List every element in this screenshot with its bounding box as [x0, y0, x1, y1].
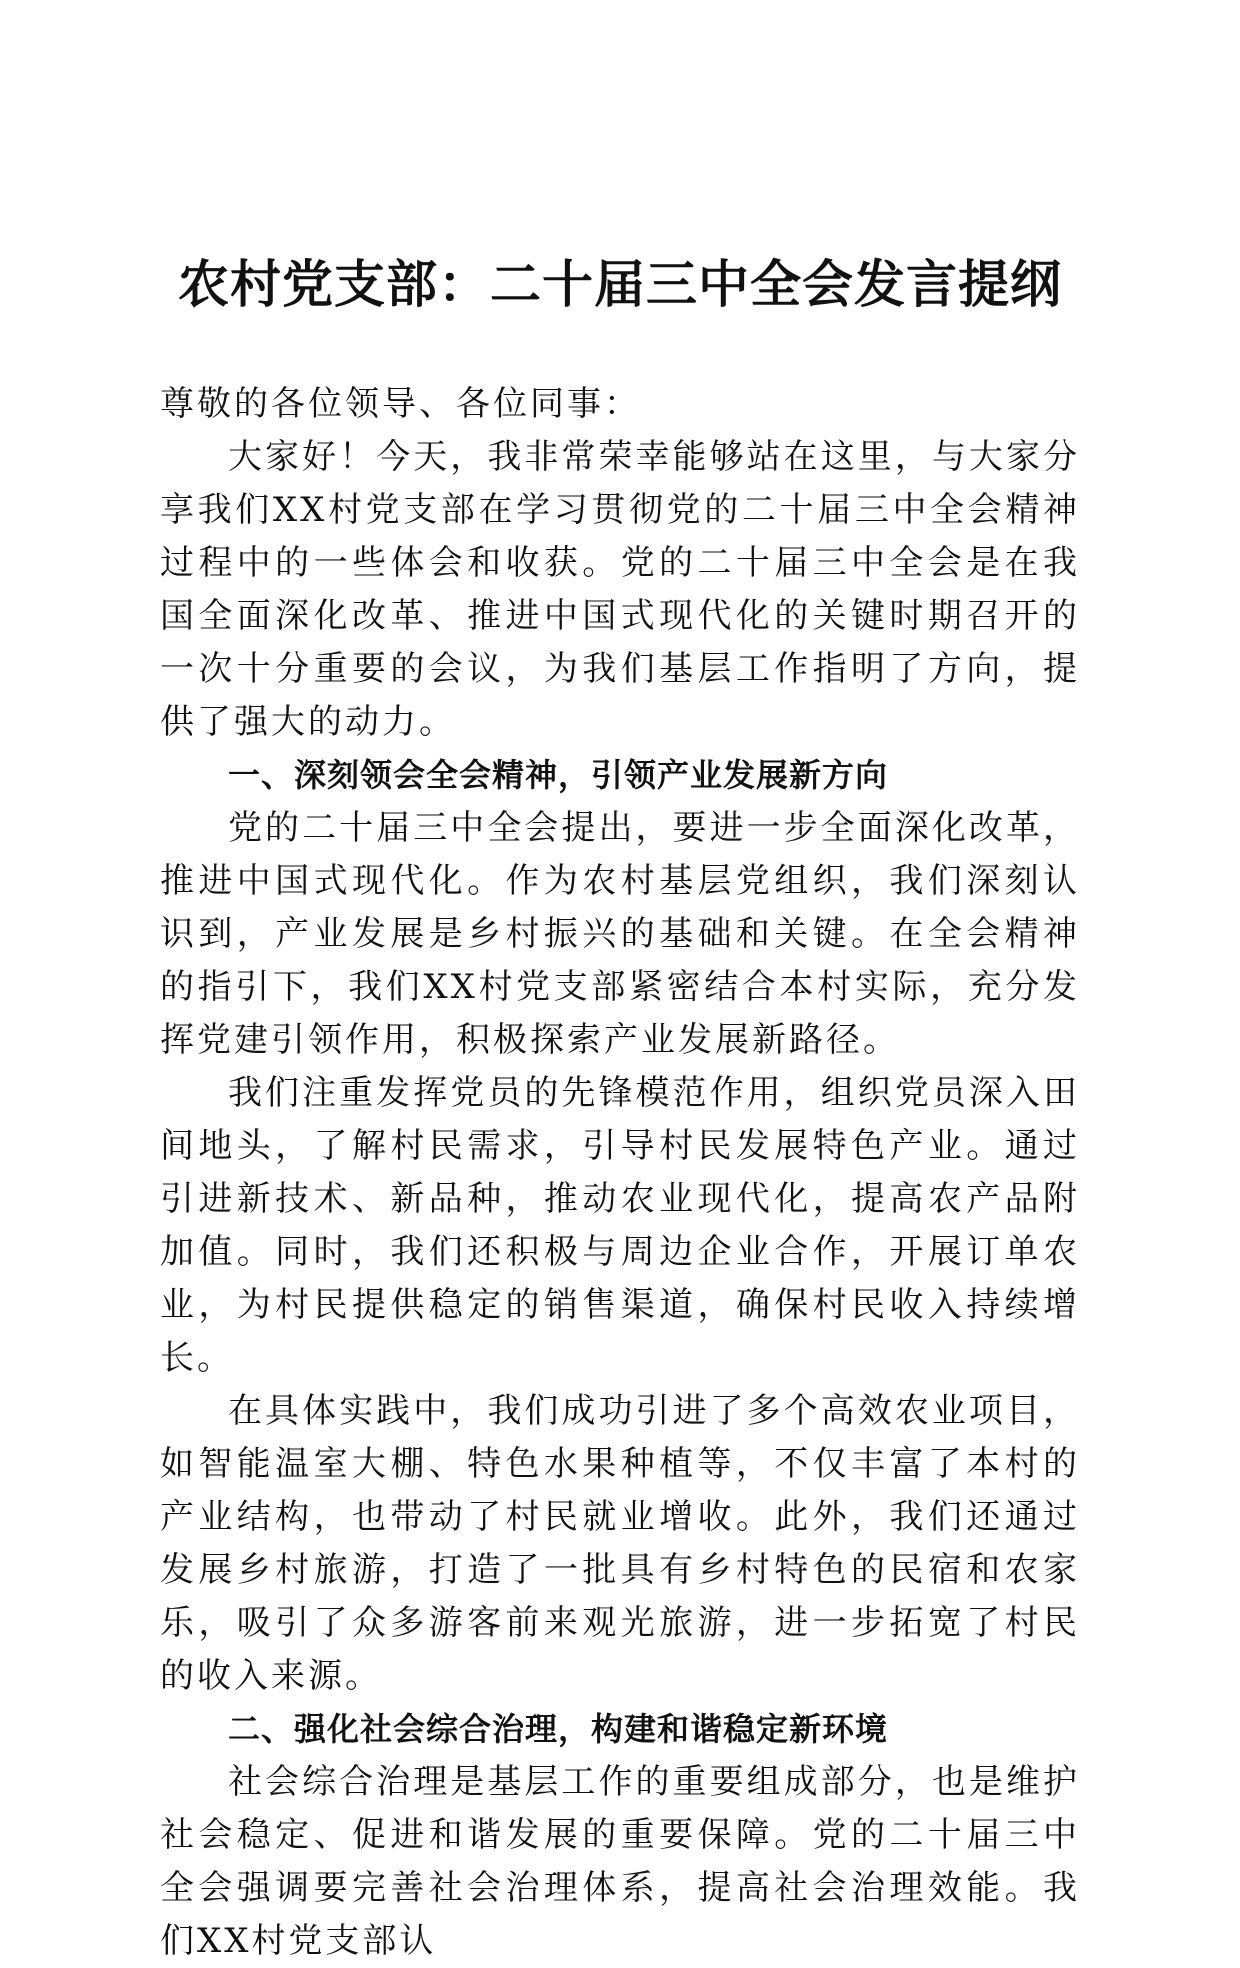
document-title: 农村党支部：二十届三中全会发言提纲 — [177, 255, 1062, 315]
paragraph: 社会综合治理是基层工作的重要组成部分，也是维护社会稳定、促进和谐发展的重要保障。党的二十届三中全会强调要完善社会治理体系，提高社会治理效能。我们XX村党支部认 — [160, 1762, 1080, 1961]
paragraph-intro: 大家好！今天，我非常荣幸能够站在这里，与大家分享我们XX村党支部在学习贯彻党的二十届三中全会精神过程中的一些体会和收获。党的二十届三中全会是在我国全面深化改革、推进中国式现代化的关键时期召开的一次十分重要的会议，为我们基层工作指明了方向，提供了强大的动力。 — [160, 437, 1080, 742]
paragraph: 党的二十届三中全会提出，要进一步全面深化改革，推进中国式现代化。作为农村基层党组织，我们深刻认识到，产业发展是乡村振兴的基础和关键。在全会精神的指引下，我们XX村党支部紧密结合本村实际，充分发挥党建引领作用，积极探索产业发展新路径。 — [160, 808, 1080, 1060]
document-body — [160, 378, 1080, 1968]
section-heading-1: 一、深刻领会全会精神，引领产业发展新方向 — [228, 756, 889, 794]
greeting: 尊敬的各位领导、各位同事： — [160, 384, 641, 424]
paragraph: 我们注重发挥党员的先锋模范作用，组织党员深入田间地头，了解村民需求，引导村民发展特色产业。通过引进新技术、新品种，推动农业现代化，提高农产品附加值。同时，我们还积极与周边企业合作，开展订单农业，为村民提供稳定的销售渠道，确保村民收入持续增长。 — [160, 1073, 1080, 1378]
section-heading-2: 二、强化社会综合治理，构建和谐稳定新环境 — [228, 1710, 889, 1748]
paragraph: 在具体实践中，我们成功引进了多个高效农业项目，如智能温室大棚、特色水果种植等，不仅丰富了本村的产业结构，也带动了村民就业增收。此外，我们还通过发展乡村旅游，打造了一批具有乡村特色的民宿和农家乐，吸引了众多游客前来观光旅游，进一步拓宽了村民的收入来源。 — [160, 1391, 1080, 1696]
